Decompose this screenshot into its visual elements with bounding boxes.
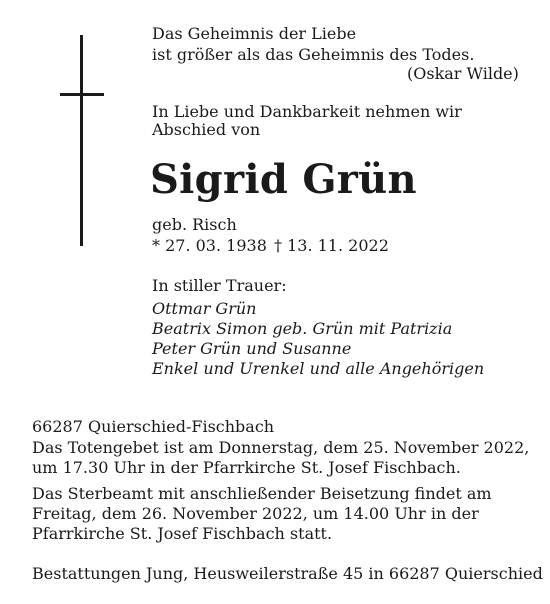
prayer-info-line-1: Das Totengebet ist am Donnerstag, dem 25. November 2022, xyxy=(32,438,530,457)
mourner-name: Ottmar Grün xyxy=(152,299,257,318)
intro-line-1: In Liebe und Dankbarkeit nehmen wir xyxy=(152,102,462,121)
death-date: † 13. 11. 2022 xyxy=(274,236,389,255)
cross-icon-horizontal-bar xyxy=(60,93,104,96)
mourner-name: Enkel und Urenkel und alle Angehörigen xyxy=(152,359,485,378)
mourner-name: Beatrix Simon geb. Grün mit Patrizia xyxy=(152,319,453,338)
intro-line-2: Abschied von xyxy=(152,120,261,139)
funeral-info-line-3: Pfarrkirche St. Josef Fischbach statt. xyxy=(32,524,333,543)
quote-author: (Oskar Wilde) xyxy=(407,64,519,83)
birth-date: * 27. 03. 1938 xyxy=(152,236,267,255)
undertaker: Bestattungen Jung, Heusweilerstraße 45 in 66287 Quierschied xyxy=(32,564,543,583)
cross-icon-vertical-bar xyxy=(80,35,83,246)
mourner-name: Peter Grün und Susanne xyxy=(152,339,352,358)
mourners-heading: In stiller Trauer: xyxy=(152,276,287,295)
funeral-info-line-2: Freitag, dem 26. November 2022, um 14.00 Uhr in der xyxy=(32,504,479,523)
quote-line-2: ist größer als das Geheimnis des Todes. xyxy=(152,45,475,64)
quote-line-1: Das Geheimnis der Liebe xyxy=(152,24,357,43)
deceased-name: Sigrid Grün xyxy=(150,156,417,203)
location: 66287 Quierschied-Fischbach xyxy=(32,417,275,436)
prayer-info-line-2: um 17.30 Uhr in der Pfarrkirche St. Josef Fischbach. xyxy=(32,458,461,477)
funeral-info-line-1: Das Sterbeamt mit anschließender Beisetzung findet am xyxy=(32,484,492,503)
birth-name: geb. Risch xyxy=(152,215,237,234)
